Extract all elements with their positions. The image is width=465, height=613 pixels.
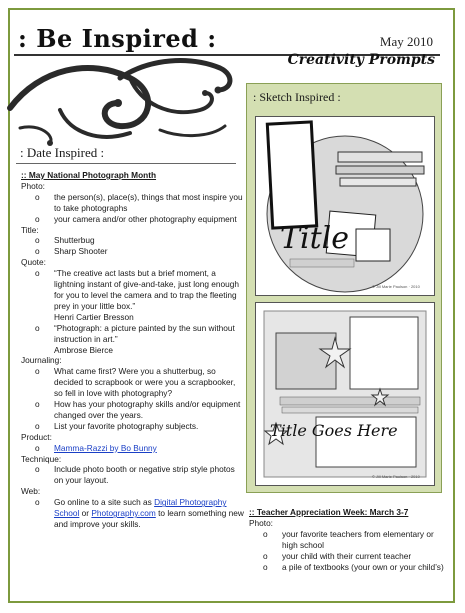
list-item: o your favorite teachers from elementary or high school: [249, 529, 449, 551]
list-item: o Shutterbug: [21, 235, 246, 246]
list-item: o Sharp Shooter: [21, 246, 246, 257]
swirl-ornament: [0, 48, 240, 148]
quote-attribution: Ambrose Bierce: [54, 344, 114, 355]
list-item: [21, 497, 246, 530]
photo-label: Photo:: [249, 517, 273, 528]
sketch-panel: [246, 83, 442, 493]
month-heading: :: May National Photograph Month: [21, 170, 157, 180]
list-item: o How has your photography skills and/or equipment changed over the years.: [21, 399, 246, 421]
list-item: [21, 443, 246, 454]
list-item: o your child with their current teacher: [249, 551, 449, 562]
right-column: [249, 507, 449, 572]
list-item: o What came first? Were you a shutterbug, so decided to scrapbook or were you a scrapbooker, so fell in love with photography?: [21, 366, 246, 399]
digital-photography-school-link[interactable]: Digital Photography School: [54, 497, 227, 519]
product-link[interactable]: Mamma-Razzi by Bo Bunny: [54, 442, 157, 453]
teacher-week-heading: :: Teacher Appreciation Week: March 3-7: [249, 507, 409, 517]
section-divider: [16, 163, 236, 164]
web-text: to learn something new and improve your skills.: [54, 508, 244, 529]
list-item: o the person(s), place(s), things that most inspire you to take photographs: [21, 192, 246, 214]
page-subtitle: Creativity Prompts: [287, 52, 435, 68]
sketch-1-credit: © Jill Marie Paulson · 2010: [372, 284, 420, 289]
web-text: Go online to a site such as: [54, 497, 155, 508]
issue-date: May 2010: [379, 34, 433, 49]
left-column: [21, 170, 246, 530]
sketch-2: [255, 302, 435, 486]
list-item: o List your favorite photography subjects.: [21, 421, 246, 432]
journaling-label: Journaling:: [21, 355, 62, 366]
technique-label: Technique:: [21, 453, 62, 464]
list-item: o a pile of textbooks (your own or your child’s): [249, 562, 449, 573]
list-item: o Include photo booth or negative strip style photos on your layout.: [21, 464, 246, 486]
photography-com-link[interactable]: Photography.com: [91, 508, 156, 519]
web-text: or: [79, 508, 92, 519]
quote-item: o “Photograph: a picture painted by the sun without instruction in art.”: [21, 323, 246, 345]
sketch-2-credit: © Jill Marie Paulson · 2010: [372, 474, 420, 479]
sketch-1-layout: [256, 117, 434, 295]
date-inspired-heading: : Date Inspired :: [20, 145, 105, 160]
product-label: Product:: [21, 431, 52, 442]
page-title: : Be Inspired :: [18, 24, 217, 53]
sketch-1-title: Title: [280, 221, 350, 256]
quote-item: o “The creative act lasts but a brief moment, a lightning instant of give-and-take, just long enough for you to level the camera and to trap the fleeting prey in your little box.”: [21, 268, 246, 312]
sketch-inspired-heading: : Sketch Inspired :: [253, 90, 341, 104]
sketch-1: [255, 116, 435, 296]
title-label: Title:: [21, 224, 39, 235]
sketch-2-layout: [256, 303, 434, 485]
photo-label: Photo:: [21, 180, 45, 191]
web-label: Web:: [21, 486, 41, 497]
quote-label: Quote:: [21, 257, 46, 268]
sketch-2-title: Title Goes Here: [270, 421, 398, 440]
list-item: o your camera and/or other photography equipment: [21, 214, 246, 225]
quote-attribution: Henri Cartier Bresson: [54, 311, 134, 322]
